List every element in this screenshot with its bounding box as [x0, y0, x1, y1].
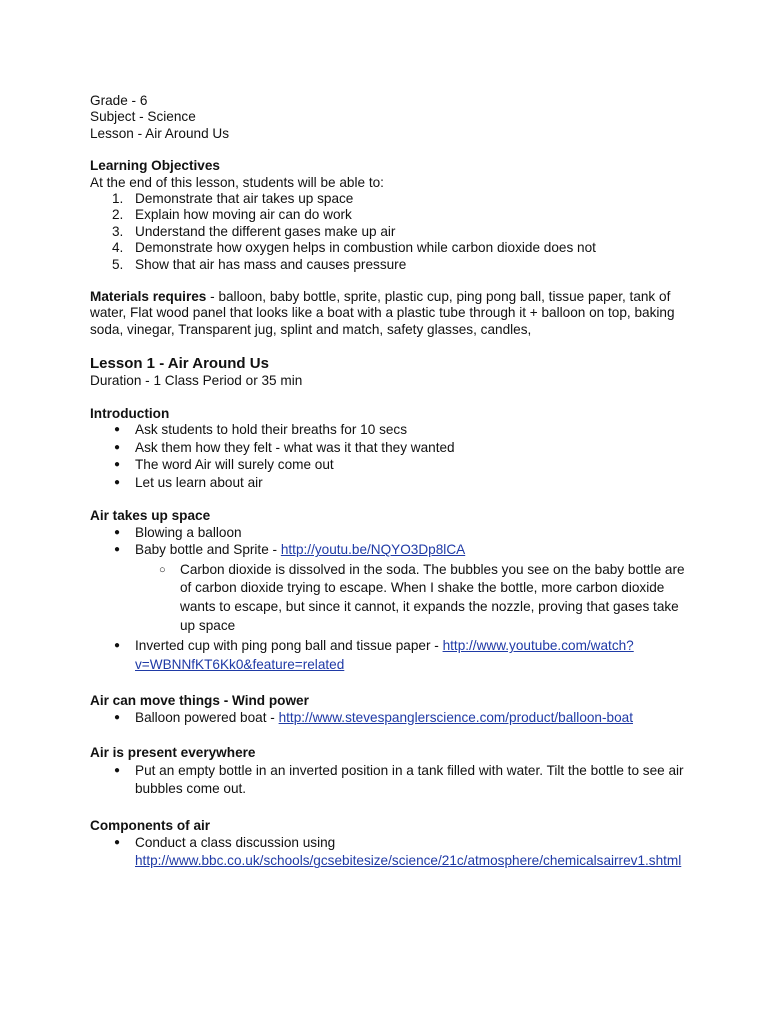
subject-line: Subject - Science — [90, 109, 196, 125]
components-heading: Components of air — [90, 817, 211, 833]
list-item: ● The word Air will surely come out — [114, 457, 334, 473]
grade-line: Grade - 6 — [90, 93, 148, 108]
list-item: ○ Carbon dioxide is dissolved in the soda. The bubbles you see on the baby bottle are of carbon dioxide trying to escape. When I shake the bottle, more carbon dioxide wants to escape, but since it cannot, it expands the nozzle, proving that gases take up space — [159, 561, 685, 633]
list-item: ● Ask them how they felt - what was it that they wanted — [114, 439, 455, 455]
bullet-icon: ● — [114, 441, 121, 453]
bullet-icon: ● — [114, 476, 121, 488]
bullet-icon: ● — [114, 526, 121, 538]
introduction-heading: Introduction — [90, 405, 170, 421]
list-item: 4. Demonstrate how oxygen helps in combustion while carbon dioxide does not — [112, 240, 596, 256]
list-item: 2. Explain how moving air can do work — [112, 207, 352, 223]
objectives-list — [90, 191, 690, 273]
document-page — [90, 93, 690, 872]
materials-text: - balloon, baby bottle, sprite, plastic cup, ping pong ball, tissue paper, tank of water, Flat wood panel that looks like a boat with a plastic tube through it + balloon on top, baking soda, vinegar, Transparent jug, splint and match, safety glasses, candles, — [90, 289, 675, 337]
lesson-title: Lesson 1 - Air Around Us — [90, 355, 269, 373]
list-item: ● Inverted cup with ping pong ball and tissue paper - http://www.youtube.com/watch?v=WBNNfKT6Kk0&feature=related — [114, 638, 634, 672]
youtube-link[interactable]: http://youtu.be/NQYO3Dp8lCA — [280, 542, 466, 558]
materials-label: Materials requires — [90, 289, 207, 305]
list-item: ● Put an empty bottle in an inverted position in a tank filled with water. Tilt the bottle to see air bubbles come out. — [114, 762, 684, 797]
bullet-icon: ● — [114, 544, 121, 556]
bullet-icon: ● — [114, 711, 121, 723]
introduction-list — [90, 422, 690, 491]
space-heading: Air takes up space — [90, 508, 211, 524]
everywhere-heading: Air is present everywhere — [90, 745, 256, 761]
space-sublist — [90, 561, 690, 635]
space-list — [90, 525, 690, 559]
list-item: 1. Demonstrate that air takes up space — [112, 191, 354, 207]
space-list-cont — [90, 637, 690, 674]
bullet-icon: ● — [114, 459, 121, 471]
lesson-line: Lesson - Air Around Us — [90, 125, 230, 141]
list-item: ● Balloon powered boat - http://www.stevespanglerscience.com/product/balloon-boat — [114, 709, 633, 725]
everywhere-list — [90, 762, 690, 799]
bullet-icon: ● — [114, 764, 121, 776]
components-list — [90, 834, 690, 871]
list-item: ● Ask students to hold their breaths for 10 secs — [114, 422, 408, 438]
circle-bullet-icon: ○ — [159, 563, 166, 576]
bullet-icon: ● — [114, 837, 121, 849]
balloon-boat-link[interactable]: http://www.stevespanglerscience.com/product/balloon-boat — [278, 709, 633, 725]
objectives-intro: At the end of this lesson, students will be able to: — [90, 174, 384, 190]
list-item: ● Blowing a balloon — [114, 524, 242, 540]
bullet-icon: ● — [114, 424, 121, 436]
list-item: ● Baby bottle and Sprite - http://youtu.be/NQYO3Dp8lCA — [114, 542, 466, 558]
lesson-duration: Duration - 1 Class Period or 35 min — [90, 373, 303, 389]
list-item: ● Let us learn about air — [114, 474, 263, 490]
list-item: 3. Understand the different gases make up air — [112, 223, 396, 239]
wind-list — [90, 710, 690, 726]
bbc-link[interactable]: http://www.bbc.co.uk/schools/gcsebitesize/science/21c/atmosphere/chemicalsairrev1.shtml — [135, 853, 682, 869]
materials-paragraph — [90, 289, 690, 338]
list-item: ● Conduct a class discussion using http://www.bbc.co.uk/schools/gcsebitesize/science/21c/atmosphere/chemicalsairrev1.shtml — [114, 835, 682, 869]
wind-heading: Air can move things - Wind power — [90, 693, 309, 709]
youtube-link-2[interactable]: http://www.youtube.com/watch?v=WBNNfKT6Kk0&feature=related — [135, 638, 634, 672]
objectives-heading: Learning Objectives — [90, 158, 220, 174]
bullet-icon: ● — [114, 640, 121, 652]
list-item: 5. Show that air has mass and causes pressure — [112, 256, 407, 272]
